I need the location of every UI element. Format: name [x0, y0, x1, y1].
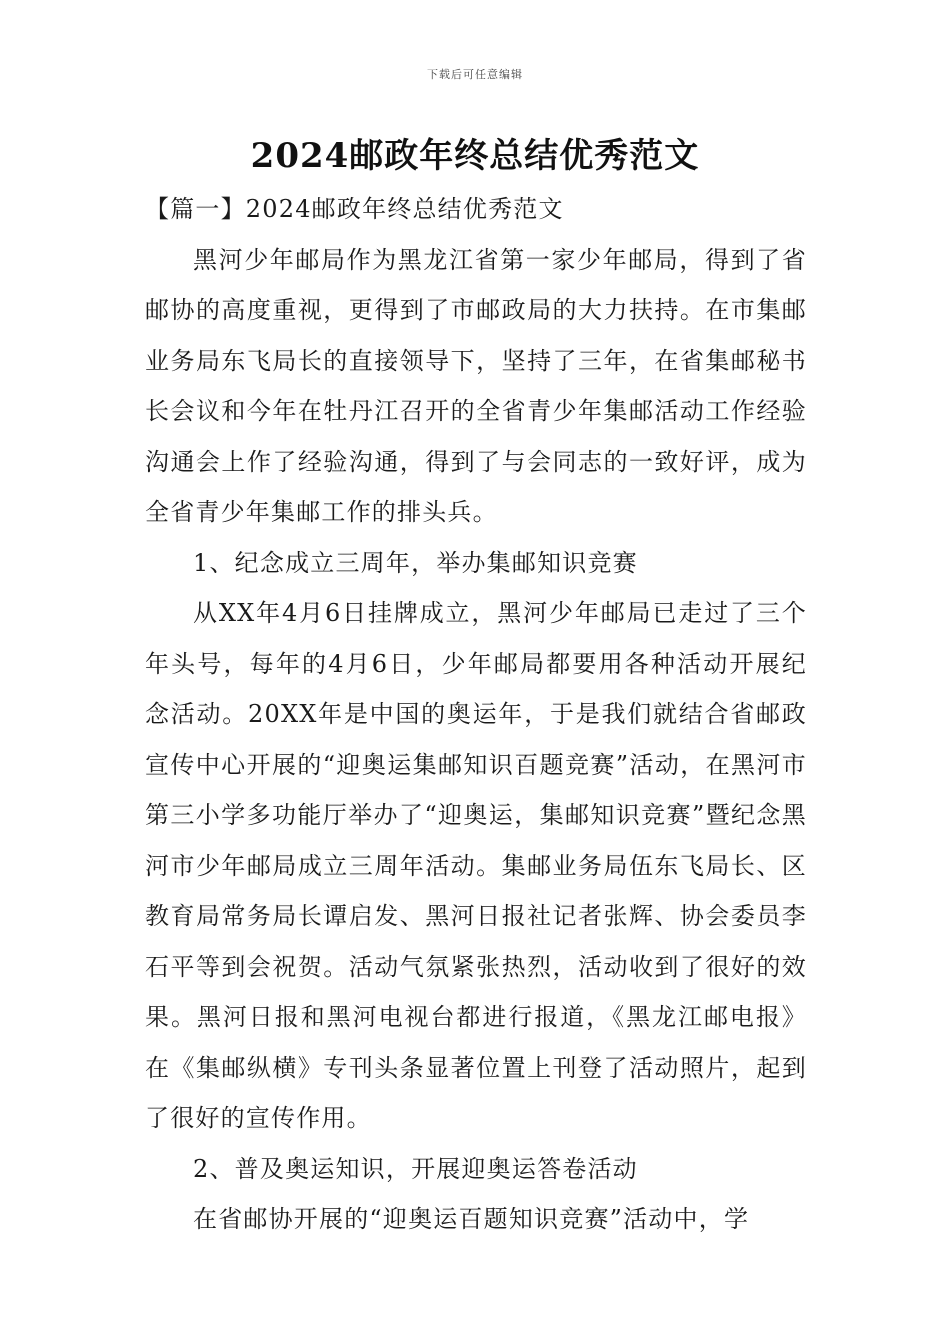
document-body — [145, 184, 807, 1245]
document-title: 2024邮政年终总结优秀范文 — [250, 136, 700, 176]
header-note: 下载后可任意编辑 — [427, 68, 523, 81]
paragraph-1: 从XX年4月6日挂牌成立，黑河少年邮局已走过了三个年头号，每年的4月6日，少年邮局都要用各种活动开展纪念活动。20XX年是中国的奥运年，于是我们就结合省邮政宣传中心开展的“迎奥运集邮知识百题竞赛”活动，在黑河市第三小学多功能厅举办了“迎奥运，集邮知识竞赛”暨纪念黑河市少年邮局成立三周年活动。集邮业务局伍东飞局长、区教育局常务局长谭启发、黑河日报社记者张辉、协会委员李石平等到会祝贺。活动气氛紧张热烈，活动收到了很好的效果。黑河日报和黑河电视台都进行报道，《黑龙江邮电报》在《集邮纵横》专刊头条显著位置上刊登了活动照片，起到了很好的宣传作用。 — [145, 599, 807, 1132]
subheading-2: 2、普及奥运知识，开展迎奥运答卷活动 — [193, 1154, 638, 1183]
section-header: 【篇一】2024邮政年终总结优秀范文 — [145, 195, 564, 223]
paragraph-intro: 黑河少年邮局作为黑龙江省第一家少年邮局，得到了省邮协的高度重视，更得到了市邮政局的大力扶持。在市集邮业务局东飞局长的直接领导下，坚持了三年，在省集邮秘书长会议和今年在牡丹江召开的全省青少年集邮活动工作经验沟通会上作了经验沟通，得到了与会同志的一致好评，成为全省青少年集邮工作的排头兵。 — [145, 245, 807, 526]
subheading-1: 1、纪念成立三周年，举办集邮知识竞赛 — [193, 548, 638, 577]
paragraph-2: 在省邮协开展的“迎奥运百题知识竞赛”活动中，学 — [193, 1205, 750, 1233]
